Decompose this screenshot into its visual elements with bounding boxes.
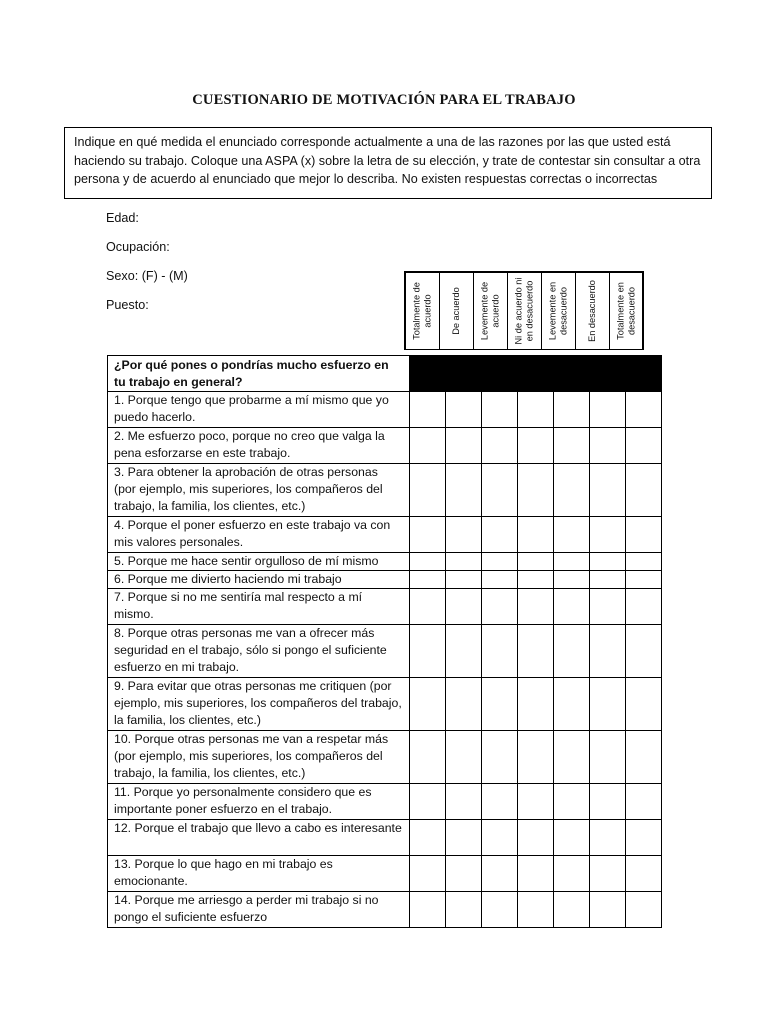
answer-cell[interactable] bbox=[410, 625, 446, 678]
answer-cell[interactable] bbox=[410, 731, 446, 784]
question-text: 13. Porque lo que hago en mi trabajo es emocionante. bbox=[108, 856, 410, 892]
answer-cell[interactable] bbox=[518, 464, 554, 517]
answer-cell[interactable] bbox=[554, 464, 590, 517]
table-row bbox=[108, 464, 662, 517]
question-text: 11. Porque yo personalmente considero que es importante poner esfuerzo en el trabajo. bbox=[108, 784, 410, 820]
table-row bbox=[108, 784, 662, 820]
answer-cell[interactable] bbox=[554, 784, 590, 820]
table-row bbox=[108, 625, 662, 678]
scale-label: En desacuerdo bbox=[586, 279, 597, 342]
answer-cell[interactable] bbox=[410, 517, 446, 553]
answer-cell[interactable] bbox=[626, 820, 662, 856]
answer-cell[interactable] bbox=[446, 784, 482, 820]
answer-cell[interactable] bbox=[482, 571, 518, 589]
answer-cell[interactable] bbox=[518, 731, 554, 784]
scale-label: Levemente en desacuerdo bbox=[547, 281, 568, 340]
answer-cell[interactable] bbox=[482, 820, 518, 856]
scale-header-cell bbox=[439, 272, 473, 349]
ocupacion-field[interactable]: Ocupación: bbox=[106, 240, 170, 254]
answer-cell[interactable] bbox=[482, 589, 518, 625]
answer-cell[interactable] bbox=[626, 464, 662, 517]
scale-label: Totalmente en desacuerdo bbox=[615, 281, 636, 340]
answer-cell[interactable] bbox=[410, 678, 446, 731]
answer-cell[interactable] bbox=[446, 428, 482, 464]
answer-cell[interactable] bbox=[554, 820, 590, 856]
answer-cell[interactable] bbox=[626, 571, 662, 589]
answer-cell[interactable] bbox=[554, 553, 590, 571]
table-row bbox=[108, 892, 662, 928]
scale-label: De acuerdo bbox=[450, 287, 461, 335]
question-text: 6. Porque me divierto haciendo mi trabajo bbox=[108, 571, 410, 589]
table-row bbox=[108, 731, 662, 784]
answer-cell[interactable] bbox=[626, 784, 662, 820]
answer-cell[interactable] bbox=[590, 892, 626, 928]
question-text: 10. Porque otras personas me van a respetar más (por ejemplo, mis superiores, los compañeros del trabajo, la familia, los clientes, etc.) bbox=[108, 731, 410, 784]
answer-cell[interactable] bbox=[446, 820, 482, 856]
answer-cell[interactable] bbox=[518, 892, 554, 928]
answer-cell[interactable] bbox=[518, 820, 554, 856]
answer-cell[interactable] bbox=[446, 464, 482, 517]
answer-cell[interactable] bbox=[518, 553, 554, 571]
answer-cell[interactable] bbox=[518, 392, 554, 428]
answer-cell[interactable] bbox=[446, 625, 482, 678]
answer-cell[interactable] bbox=[518, 856, 554, 892]
scale-header-cell bbox=[473, 272, 507, 349]
answer-cell[interactable] bbox=[626, 625, 662, 678]
answer-cell[interactable] bbox=[482, 428, 518, 464]
answer-cell[interactable] bbox=[554, 625, 590, 678]
answer-cell[interactable] bbox=[590, 517, 626, 553]
answer-cell[interactable] bbox=[410, 571, 446, 589]
question-text: 7. Porque si no me sentiría mal respecto a mí mismo. bbox=[108, 589, 410, 625]
answer-cell[interactable] bbox=[518, 517, 554, 553]
answer-cell[interactable] bbox=[482, 553, 518, 571]
answer-cell[interactable] bbox=[446, 731, 482, 784]
section-header-row bbox=[108, 356, 662, 392]
answer-cell[interactable] bbox=[446, 856, 482, 892]
answer-cell[interactable] bbox=[554, 892, 590, 928]
question-text: 2. Me esfuerzo poco, porque no creo que valga la pena esforzarse en este trabajo. bbox=[108, 428, 410, 464]
answer-cell[interactable] bbox=[554, 589, 590, 625]
question-text: 4. Porque el poner esfuerzo en este trabajo va con mis valores personales. bbox=[108, 517, 410, 553]
answer-cell[interactable] bbox=[410, 784, 446, 820]
answer-cell[interactable] bbox=[410, 464, 446, 517]
answer-cell[interactable] bbox=[626, 428, 662, 464]
answer-cell[interactable] bbox=[410, 589, 446, 625]
answer-cell[interactable] bbox=[590, 464, 626, 517]
table-row bbox=[108, 517, 662, 553]
scale-header-cell bbox=[405, 272, 439, 349]
answer-cell[interactable] bbox=[590, 784, 626, 820]
answer-cell[interactable] bbox=[518, 784, 554, 820]
question-text: 1. Porque tengo que probarme a mí mismo que yo puedo hacerlo. bbox=[108, 392, 410, 428]
answer-cell[interactable] bbox=[410, 428, 446, 464]
answer-cell[interactable] bbox=[410, 553, 446, 571]
section-header-fill bbox=[410, 356, 662, 392]
question-text: 12. Porque el trabajo que llevo a cabo es interesante bbox=[108, 820, 410, 856]
scale-header-cell bbox=[575, 272, 609, 349]
questionnaire-table bbox=[107, 355, 662, 928]
answer-cell[interactable] bbox=[554, 678, 590, 731]
question-text: 3. Para obtener la aprobación de otras personas (por ejemplo, mis superiores, los compañeros del trabajo, la familia, los clientes, etc.) bbox=[108, 464, 410, 517]
scale-header-cell bbox=[609, 272, 643, 349]
table-row bbox=[108, 392, 662, 428]
answer-cell[interactable] bbox=[482, 625, 518, 678]
page-title: CUESTIONARIO DE MOTIVACIÓN PARA EL TRABAJO bbox=[192, 92, 576, 108]
instructions-box: Indique en qué medida el enunciado corresponde actualmente a una de las razones por las que usted está haciendo su trabajo. Coloque una ASPA (x) sobre la letra de su elección, y trate de contestar sin consultar a otra persona y de acuerdo al enunciado que mejor lo describa. No existen respuestas correctas o incorrectas bbox=[64, 127, 712, 199]
table-row bbox=[108, 553, 662, 571]
answer-cell[interactable] bbox=[590, 392, 626, 428]
answer-cell[interactable] bbox=[410, 892, 446, 928]
table-row bbox=[108, 589, 662, 625]
answer-cell[interactable] bbox=[482, 856, 518, 892]
edad-field[interactable]: Edad: bbox=[106, 211, 139, 225]
answer-cell[interactable] bbox=[626, 731, 662, 784]
scale-header-cell bbox=[507, 272, 541, 349]
answer-cell[interactable] bbox=[446, 678, 482, 731]
answer-cell[interactable] bbox=[554, 428, 590, 464]
answer-cell[interactable] bbox=[554, 731, 590, 784]
answer-cell[interactable] bbox=[590, 731, 626, 784]
answer-cell[interactable] bbox=[590, 856, 626, 892]
answer-cell[interactable] bbox=[590, 820, 626, 856]
answer-cell[interactable] bbox=[446, 892, 482, 928]
answer-cell[interactable] bbox=[446, 589, 482, 625]
scale-label: Levemente de acuerdo bbox=[479, 281, 500, 340]
answer-cell[interactable] bbox=[446, 553, 482, 571]
scale-label: Ni de acuerdo ni en desacuerdo bbox=[513, 277, 534, 345]
table-row bbox=[108, 678, 662, 731]
answer-cell[interactable] bbox=[518, 625, 554, 678]
scale-label: Totalmente de acuerdo bbox=[411, 281, 433, 340]
scale-header-cell bbox=[541, 272, 575, 349]
answer-cell[interactable] bbox=[626, 517, 662, 553]
answer-cell[interactable] bbox=[554, 392, 590, 428]
answer-cell[interactable] bbox=[518, 589, 554, 625]
answer-cell[interactable] bbox=[590, 553, 626, 571]
answer-cell[interactable] bbox=[626, 553, 662, 571]
answer-cell[interactable] bbox=[410, 820, 446, 856]
question-text: 9. Para evitar que otras personas me critiquen (por ejemplo, mis superiores, los compañeros del trabajo, la familia, los clientes, etc.) bbox=[108, 678, 410, 731]
answer-cell[interactable] bbox=[446, 517, 482, 553]
answer-cell[interactable] bbox=[590, 589, 626, 625]
answer-cell[interactable] bbox=[482, 678, 518, 731]
question-text: 8. Porque otras personas me van a ofrecer más seguridad en el trabajo, sólo si pongo el suficiente esfuerzo en mi trabajo. bbox=[108, 625, 410, 678]
answer-cell[interactable] bbox=[554, 856, 590, 892]
table-row bbox=[108, 820, 662, 856]
answer-cell[interactable] bbox=[518, 428, 554, 464]
answer-cell[interactable] bbox=[626, 856, 662, 892]
answer-cell[interactable] bbox=[446, 571, 482, 589]
table-row bbox=[108, 571, 662, 589]
table-row bbox=[108, 428, 662, 464]
answer-cell[interactable] bbox=[482, 517, 518, 553]
answer-cell[interactable] bbox=[446, 392, 482, 428]
answer-cell[interactable] bbox=[554, 571, 590, 589]
scale-header bbox=[404, 271, 644, 350]
answer-cell[interactable] bbox=[410, 392, 446, 428]
puesto-field[interactable]: Puesto: bbox=[106, 298, 149, 312]
question-text: 5. Porque me hace sentir orgulloso de mí mismo bbox=[108, 553, 410, 571]
table-row bbox=[108, 856, 662, 892]
answer-cell[interactable] bbox=[626, 892, 662, 928]
answer-cell[interactable] bbox=[482, 731, 518, 784]
answer-cell[interactable] bbox=[590, 625, 626, 678]
answer-cell[interactable] bbox=[590, 428, 626, 464]
question-text: 14. Porque me arriesgo a perder mi trabajo si no pongo el suficiente esfuerzo bbox=[108, 892, 410, 928]
answer-cell[interactable] bbox=[482, 392, 518, 428]
answer-cell[interactable] bbox=[518, 571, 554, 589]
answer-cell[interactable] bbox=[482, 464, 518, 517]
section-header: ¿Por qué pones o pondrías mucho esfuerzo en tu trabajo en general? bbox=[108, 356, 410, 392]
answer-cell[interactable] bbox=[518, 678, 554, 731]
answer-cell[interactable] bbox=[626, 392, 662, 428]
answer-cell[interactable] bbox=[554, 517, 590, 553]
sexo-field[interactable]: Sexo: (F) - (M) bbox=[106, 269, 188, 283]
answer-cell[interactable] bbox=[590, 571, 626, 589]
answer-cell[interactable] bbox=[482, 892, 518, 928]
answer-cell[interactable] bbox=[626, 589, 662, 625]
answer-cell[interactable] bbox=[590, 678, 626, 731]
answer-cell[interactable] bbox=[482, 784, 518, 820]
answer-cell[interactable] bbox=[410, 856, 446, 892]
answer-cell[interactable] bbox=[626, 678, 662, 731]
